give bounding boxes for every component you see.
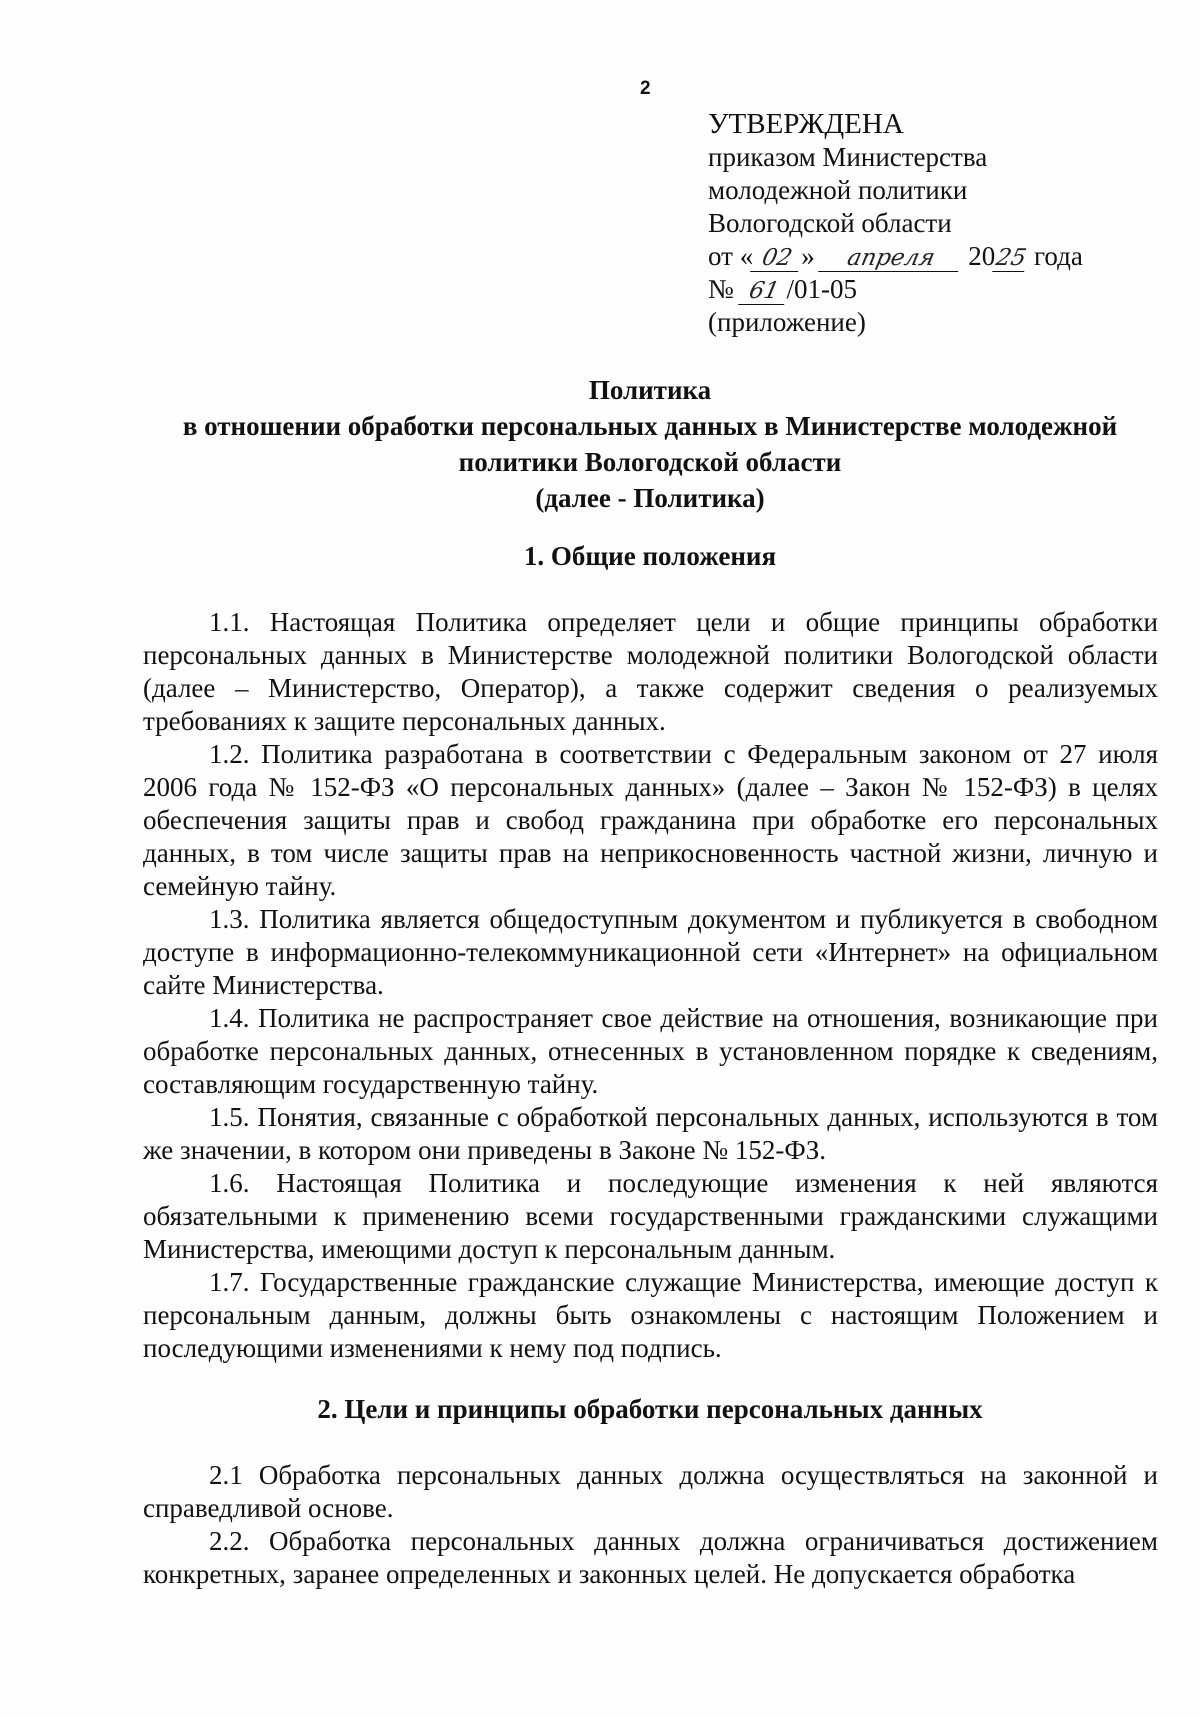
paragraph-2-1: 2.1 Обработка персональных данных должна осуществляться на законной и справедливой основе.	[143, 1460, 1158, 1523]
date-month-handwritten: апреля	[819, 245, 965, 272]
approval-stamp	[708, 108, 1083, 339]
date-from-label: от «	[708, 241, 754, 271]
paragraph-1-6: 1.6. Настоящая Политика и последующие изменения к ней являются обязательными к применению всеми государственными гражданскими служащими Министерства, имеющими доступ к персональным данным.	[143, 1168, 1158, 1264]
paragraph-2-2: 2.2. Обработка персональных данных должна ограничиваться достижением конкретных, заранее определенных и законных целей. Не допускается обработка	[143, 1526, 1158, 1589]
approval-line-ministry: молодежной политики	[708, 175, 968, 205]
section-1-heading: 1. Общие положения	[523, 541, 777, 571]
paragraph-1-2: 1.2. Политика разработана в соответствии с Федеральным законом от 27 июля 2006 года № 152-ФЗ «О персональных данных» (далее – Закон № 152-ФЗ) в целях обеспечения защиты прав и свобод гражданина при обработке его персональных данных, в том числе защиты прав на неприкосновенность частной жизни, личную и семейную тайну.	[143, 739, 1158, 901]
approval-number-line	[708, 273, 1083, 306]
title-line-1: Политика	[588, 375, 712, 405]
approval-title: УТВЕРЖДЕНА	[708, 108, 904, 140]
date-year-word: года	[1033, 241, 1083, 271]
paragraph-1-1: 1.1. Настоящая Политика определяет цели и общие принципы обработки персональных данных в Министерстве молодежной политики Вологодской области (далее – Министерство, Оператор), а также содержит сведения о реализуемых требованиях к защите персональных данных.	[143, 607, 1158, 736]
section-2-body	[143, 1459, 1158, 1591]
approval-date-line	[708, 240, 1083, 273]
document-title	[130, 372, 1170, 516]
page-number: 2	[640, 78, 651, 99]
title-line-2: в отношении обработки персональных данных в Министерстве молодежной	[182, 411, 1118, 441]
approval-appendix: (приложение)	[708, 307, 866, 337]
order-number-handwritten: 61	[738, 278, 790, 305]
paragraph-1-5: 1.5. Понятия, связанные с обработкой персональных данных, используются в том же значении, в котором они приведены в Законе № 152-ФЗ.	[143, 1102, 1158, 1165]
approval-line-order: приказом Министерства	[708, 142, 988, 172]
section-1-body	[143, 606, 1158, 1365]
order-number-suffix: /01-05	[786, 274, 858, 304]
paragraph-1-4: 1.4. Политика не распространяет свое действие на отношения, возникающие при обработке персональных данных, отнесенных в установленном порядке к сведениям, составляющим государственную тайну.	[143, 1003, 1158, 1099]
date-quote-close: »	[801, 241, 815, 271]
section-2-heading: 2. Цели и принципы обработки персональных данных	[317, 1394, 983, 1424]
paragraph-1-7: 1.7. Государственные гражданские служащие Министерства, имеющие доступ к персональным данным, должны быть ознакомлены с настоящим Положением и последующими изменениями к нему под подпись.	[143, 1267, 1158, 1363]
title-line-3: политики Вологодской области	[458, 447, 842, 477]
date-year-handwritten: 25	[993, 245, 1029, 271]
date-year-prefix: 20	[968, 241, 996, 271]
paragraph-1-3: 1.3. Политика является общедоступным документом и публикуется в свободном доступе в информационно-телекоммуникационной сети «Интернет» на официальном сайте Министерства.	[143, 904, 1158, 1000]
approval-line-region: Вологодской области	[708, 208, 952, 238]
title-line-4: (далее - Политика)	[535, 483, 765, 513]
number-label: №	[708, 274, 734, 304]
date-day-handwritten: 02	[750, 245, 804, 272]
